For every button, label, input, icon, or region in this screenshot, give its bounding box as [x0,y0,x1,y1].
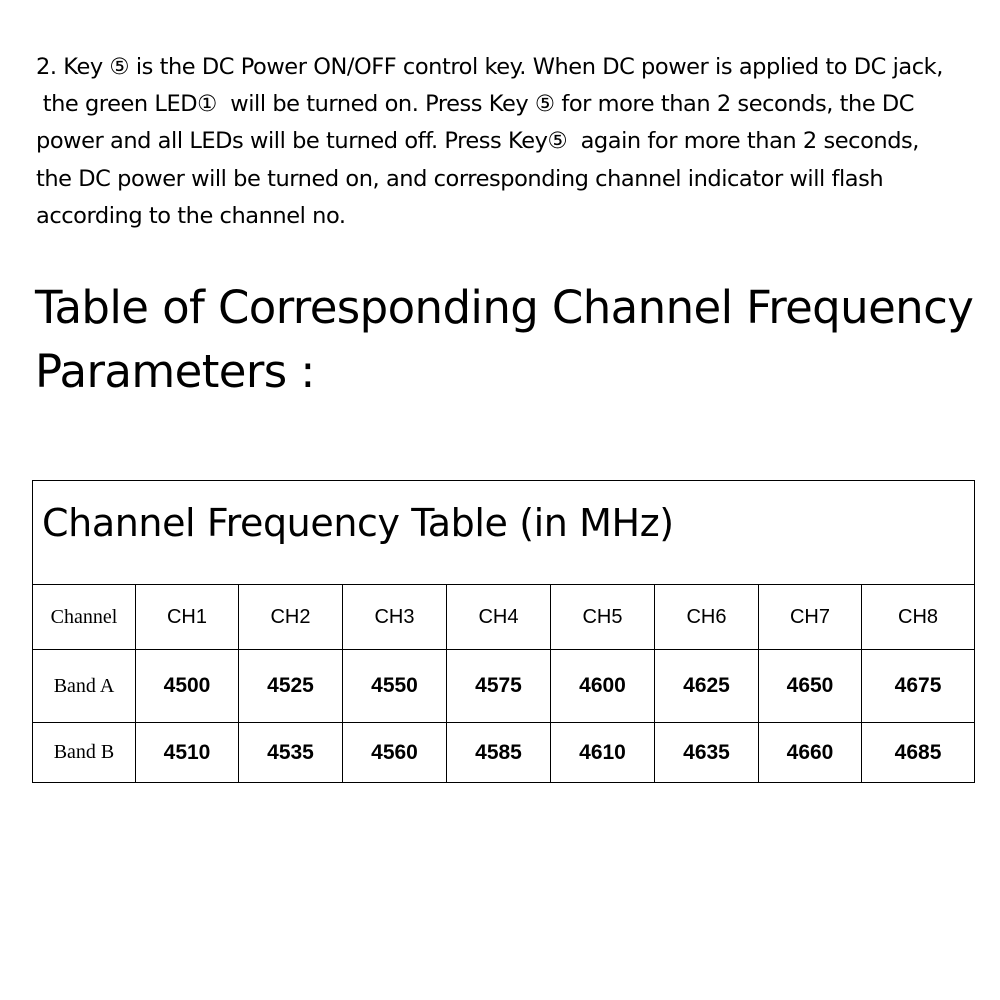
heading-line-2: Parameters : [35,345,315,398]
paragraph-line: according to the channel no. [36,202,346,229]
table-cell: 4650 [759,650,862,723]
column-header-ch2: CH2 [239,585,343,650]
table-cell: 4510 [136,723,239,783]
column-header-ch5: CH5 [551,585,655,650]
column-header-ch1: CH1 [136,585,239,650]
table-row-band-b [33,723,975,783]
paragraph-line: power and all LEDs will be turned off. Press Key⑤ again for more than 2 seconds, [36,128,920,155]
channel-frequency-table [32,480,975,783]
heading-line-1: Table of Corresponding Channel Frequency [35,281,974,334]
column-header-ch4: CH4 [447,585,551,650]
table-cell: 4635 [655,723,759,783]
row-header-band-a: Band A [33,650,136,723]
row-header-channel: Channel [33,585,136,650]
table-row-band-a [33,650,975,723]
table-cell: 4625 [655,650,759,723]
column-header-ch6: CH6 [655,585,759,650]
instruction-paragraph [36,49,976,235]
table-cell: 4675 [862,650,975,723]
table-cell: 4585 [447,723,551,783]
table-cell: 4550 [343,650,447,723]
table-header-row [33,585,975,650]
table-cell: 4500 [136,650,239,723]
table-cell: 4535 [239,723,343,783]
table-cell: 4600 [551,650,655,723]
row-header-band-b: Band B [33,723,136,783]
paragraph-line: 2. Key ⑤ is the DC Power ON/OFF control key. When DC power is applied to DC jack, [36,54,943,80]
table-cell: 4610 [551,723,655,783]
column-header-ch3: CH3 [343,585,447,650]
table-caption: Channel Frequency Table (in MHz) [33,481,975,585]
table-cell: 4685 [862,723,975,783]
paragraph-line: the green LED① will be turned on. Press Key ⑤ for more than 2 seconds, the DC [36,91,915,118]
table-cell: 4525 [239,650,343,723]
column-header-ch7: CH7 [759,585,862,650]
table-cell: 4560 [343,723,447,783]
table-cell: 4660 [759,723,862,783]
column-header-ch8: CH8 [862,585,975,650]
table-cell: 4575 [447,650,551,723]
section-heading [35,276,985,404]
paragraph-line: the DC power will be turned on, and corresponding channel indicator will flash [36,165,884,192]
